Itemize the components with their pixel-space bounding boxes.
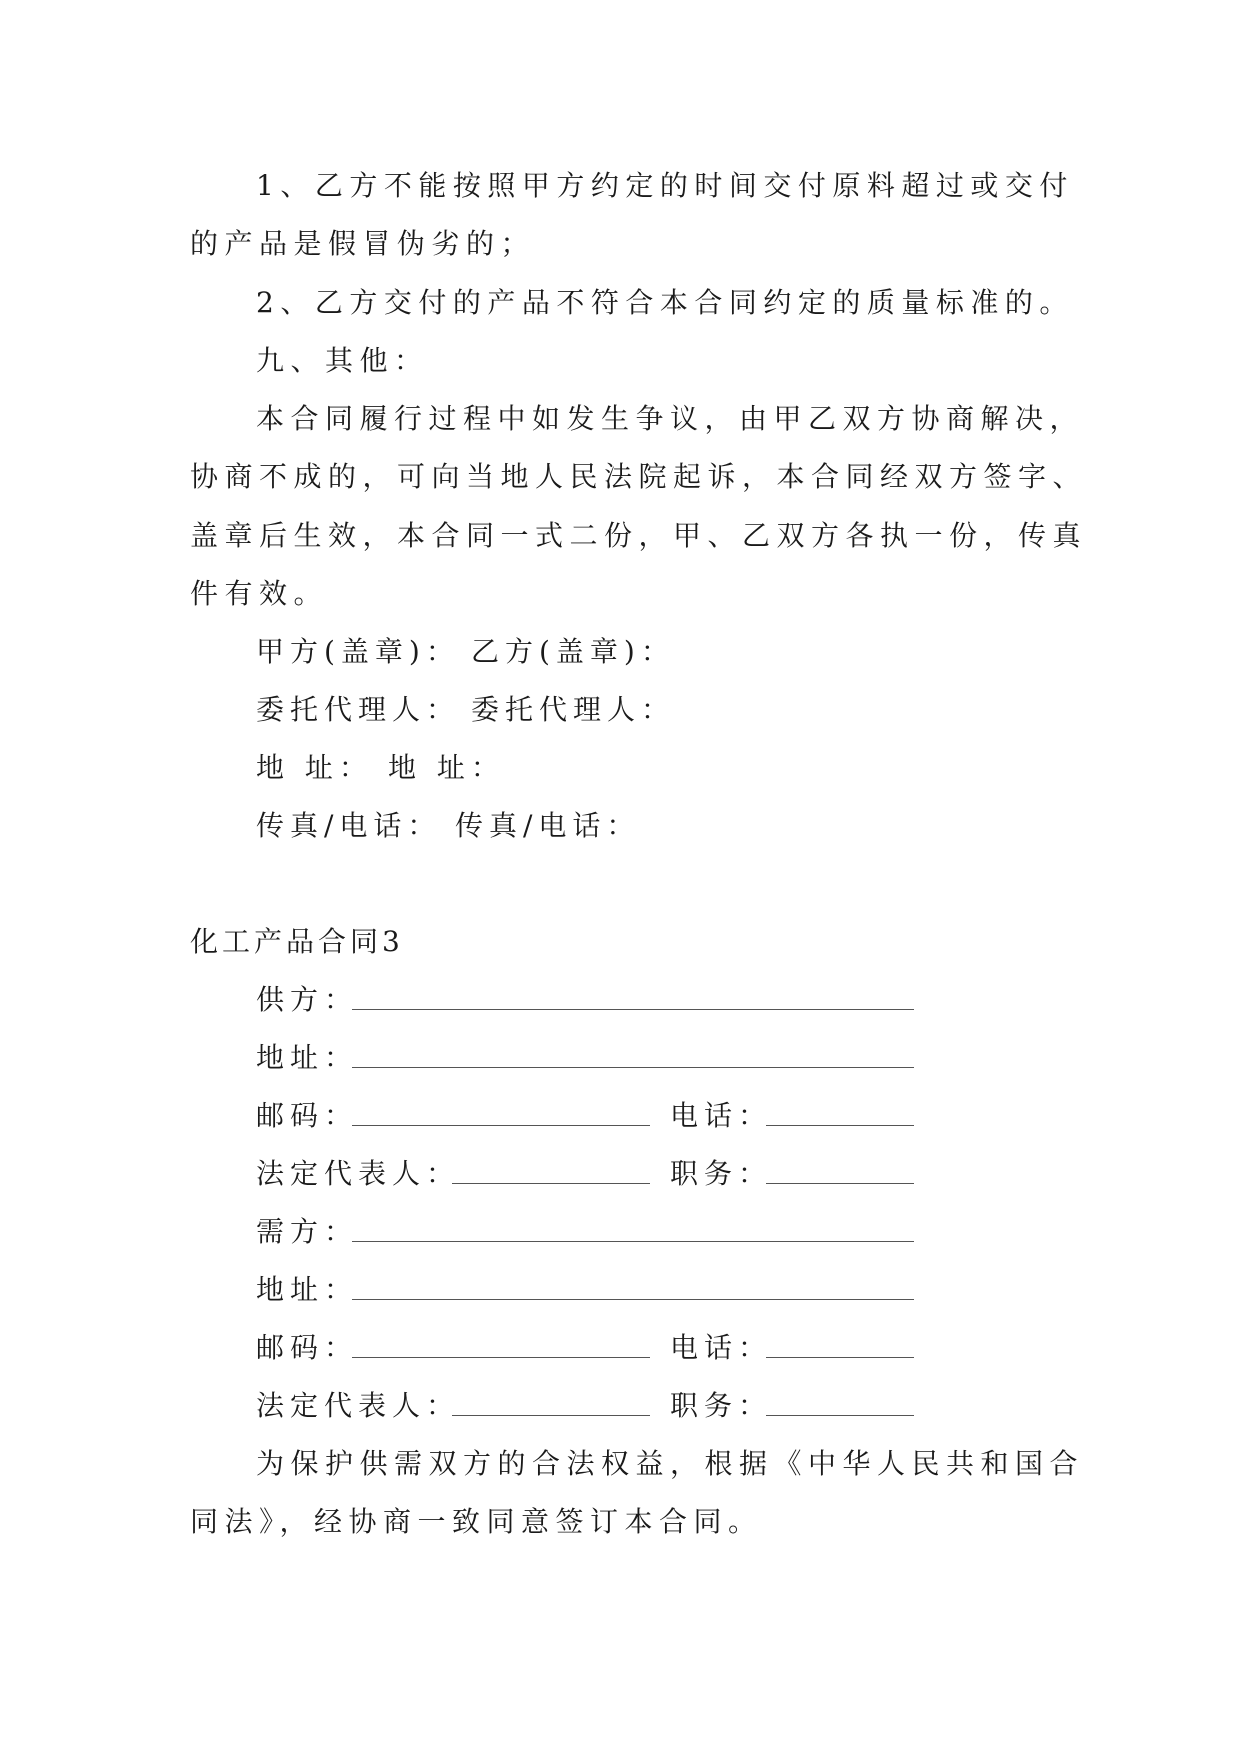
buyer-position-blank [766, 1414, 914, 1416]
supplier-phone-blank [766, 1124, 914, 1126]
section-9-line-4: 件有效。 [190, 577, 329, 610]
supplier-address-blank [352, 1066, 914, 1068]
party-b-address-label: 地 址： [388, 751, 505, 784]
preamble-line-1: 为保护供需双方的合法权益，根据《中华人民共和国合 [256, 1447, 1085, 1480]
supplier-position-blank [766, 1182, 914, 1184]
clause-8-item-1: 1、乙方不能按照甲方约定的时间交付原料超过或交付 [256, 169, 1074, 202]
section-9-line-1: 本合同履行过程中如发生争议，由甲乙双方协商解决， [256, 402, 1085, 435]
buyer-name-blank [352, 1240, 914, 1242]
preamble-line-2: 同法》，经协商一致同意签订本合同。 [190, 1505, 763, 1538]
supplier-name-blank [352, 1008, 914, 1010]
supplier-rep-label: 法定代表人： [256, 1157, 461, 1190]
supplier-label: 供方： [256, 983, 359, 1016]
contract-3-title: 化工产品合同3 [190, 925, 404, 958]
buyer-address-blank [352, 1298, 914, 1300]
buyer-phone-blank [766, 1356, 914, 1358]
party-a-seal-label: 甲方(盖章)： [256, 635, 460, 668]
party-a-address-label: 地 址： [256, 751, 373, 784]
party-b-fax-label: 传真/电话： [455, 809, 641, 842]
buyer-postcode-blank [352, 1356, 650, 1358]
supplier-postcode-blank [352, 1124, 650, 1126]
party-b-seal-label: 乙方(盖章)： [471, 635, 675, 668]
party-b-agent-label: 委托代理人： [471, 693, 676, 726]
buyer-label: 需方： [256, 1215, 359, 1248]
supplier-postcode-label: 邮码： [256, 1099, 359, 1132]
buyer-postcode-label: 邮码： [256, 1331, 359, 1364]
supplier-address-label: 地址： [256, 1041, 359, 1074]
section-9-line-3: 盖章后生效，本合同一式二份，甲、乙双方各执一份，传真 [190, 519, 1088, 552]
clause-8-item-1-cont: 的产品是假冒伪劣的； [190, 227, 536, 260]
buyer-rep-blank [452, 1414, 650, 1416]
clause-8-item-2: 2、乙方交付的产品不符合本合同约定的质量标准的。 [256, 286, 1074, 319]
buyer-phone-label: 电话： [670, 1331, 773, 1364]
buyer-rep-label: 法定代表人： [256, 1389, 461, 1422]
buyer-address-label: 地址： [256, 1273, 359, 1306]
section-9-heading: 九、其他： [256, 344, 429, 377]
supplier-phone-label: 电话： [670, 1099, 773, 1132]
party-a-fax-label: 传真/电话： [256, 809, 442, 842]
section-9-line-2: 协商不成的，可向当地人民法院起诉，本合同经双方签字、 [190, 460, 1088, 493]
buyer-position-label: 职务： [670, 1389, 773, 1422]
supplier-rep-blank [452, 1182, 650, 1184]
supplier-position-label: 职务： [670, 1157, 773, 1190]
party-a-agent-label: 委托代理人： [256, 693, 461, 726]
